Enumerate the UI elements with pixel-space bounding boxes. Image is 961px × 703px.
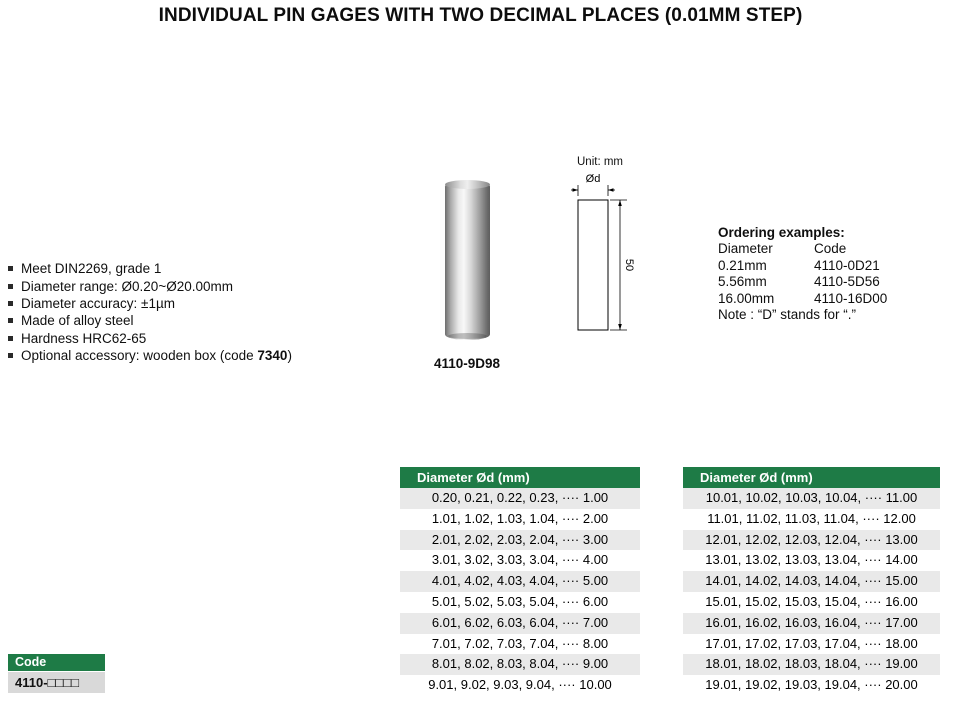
table-row: 14.01, 14.02, 14.03, 14.04, ···· 15.00: [683, 571, 940, 592]
table-row: 6.01, 6.02, 6.03, 6.04, ···· 7.00: [400, 613, 640, 634]
ordering-note: Note : “D” stands for “.”: [718, 307, 857, 322]
table-header: Diameter Ød (mm): [683, 467, 940, 488]
table-body: [400, 488, 640, 696]
feature-list: [8, 260, 292, 364]
ordering-code: 4110-5D56: [814, 274, 880, 289]
table-row: 19.01, 19.02, 19.03, 19.04, ···· 20.00: [683, 675, 940, 696]
dimension-drawing: [570, 170, 642, 362]
bullet-icon: [8, 318, 13, 323]
diameter-dim-label: Ød: [585, 173, 601, 185]
feature-item: [8, 347, 292, 364]
pin-outline: [578, 200, 608, 330]
ordering-table: [718, 241, 887, 307]
table-body: [683, 488, 940, 696]
table-row: 11.01, 11.02, 11.03, 11.04, ···· 12.00: [683, 509, 940, 530]
ordering-examples: [718, 224, 887, 324]
model-label: 4110-9D98: [433, 356, 501, 371]
table-row: 2.01, 2.02, 2.03, 2.04, ···· 3.00: [400, 530, 640, 551]
code-header: Code: [8, 654, 105, 671]
feature-text: Diameter accuracy: ±1µm: [21, 295, 175, 311]
bullet-icon: [8, 353, 13, 358]
ordering-col-diameter: Diameter: [718, 241, 773, 256]
code-value: 4110-□□□□: [8, 672, 105, 693]
ordering-diameter: 16.00mm: [718, 290, 775, 306]
length-dim-label: 50: [623, 258, 635, 272]
diameter-table-left: [400, 467, 640, 696]
feature-text: Hardness HRC62-65: [21, 330, 147, 346]
unit-label: Unit: mm: [577, 156, 623, 168]
diameter-table-right: [683, 467, 940, 696]
table-row: 10.01, 10.02, 10.03, 10.04, ···· 11.00: [683, 488, 940, 509]
ordering-col-code: Code: [814, 241, 847, 256]
table-row: 16.01, 16.02, 16.03, 16.04, ···· 17.00: [683, 613, 940, 634]
table-row: 7.01, 7.02, 7.03, 7.04, ···· 8.00: [400, 634, 640, 655]
bullet-icon: [8, 266, 13, 271]
ordering-code: 4110-16D00: [814, 290, 888, 306]
feature-item: [8, 295, 292, 312]
table-row: 1.01, 1.02, 1.03, 1.04, ···· 2.00: [400, 509, 640, 530]
code-block: [8, 654, 105, 693]
feature-item: [8, 330, 292, 347]
pin-gage-image: [445, 181, 490, 340]
feature-item: [8, 260, 292, 277]
table-row: 13.01, 13.02, 13.03, 13.04, ···· 14.00: [683, 550, 940, 571]
table-row: 3.01, 3.02, 3.03, 3.04, ···· 4.00: [400, 550, 640, 571]
table-row: 12.01, 12.02, 12.03, 12.04, ···· 13.00: [683, 530, 940, 551]
table-row: 8.01, 8.02, 8.03, 8.04, ···· 9.00: [400, 654, 640, 675]
table-row: 18.01, 18.02, 18.03, 18.04, ···· 19.00: [683, 654, 940, 675]
feature-text: Made of alloy steel: [21, 313, 134, 329]
bullet-icon: [8, 301, 13, 306]
table-row: 9.01, 9.02, 9.03, 9.04, ···· 10.00: [400, 675, 640, 696]
ordering-code: 4110-0D21: [814, 257, 880, 273]
feature-item: [8, 312, 292, 329]
table-row: 15.01, 15.02, 15.03, 15.04, ···· 16.00: [683, 592, 940, 613]
bullet-icon: [8, 284, 13, 289]
feature-text: Optional accessory: wooden box (code 7340): [21, 348, 292, 364]
ordering-title: Ordering examples:: [718, 225, 845, 240]
table-row: 5.01, 5.02, 5.03, 5.04, ···· 6.00: [400, 592, 640, 613]
feature-text: Meet DIN2269, grade 1: [21, 261, 162, 277]
table-row: 17.01, 17.02, 17.03, 17.04, ···· 18.00: [683, 634, 940, 655]
table-row: 0.20, 0.21, 0.22, 0.23, ···· 1.00: [400, 488, 640, 509]
table-row: 4.01, 4.02, 4.03, 4.04, ···· 5.00: [400, 571, 640, 592]
accessory-code: 7340: [257, 348, 288, 364]
table-header: Diameter Ød (mm): [400, 467, 640, 488]
ordering-diameter: 0.21mm: [718, 257, 767, 273]
ordering-diameter: 5.56mm: [718, 274, 767, 289]
feature-text: Diameter range: Ø0.20~Ø20.00mm: [21, 278, 233, 294]
bullet-icon: [8, 336, 13, 341]
page-title: INDIVIDUAL PIN GAGES WITH TWO DECIMAL PLACES (0.01MM STEP): [158, 5, 803, 26]
feature-item: [8, 277, 292, 294]
